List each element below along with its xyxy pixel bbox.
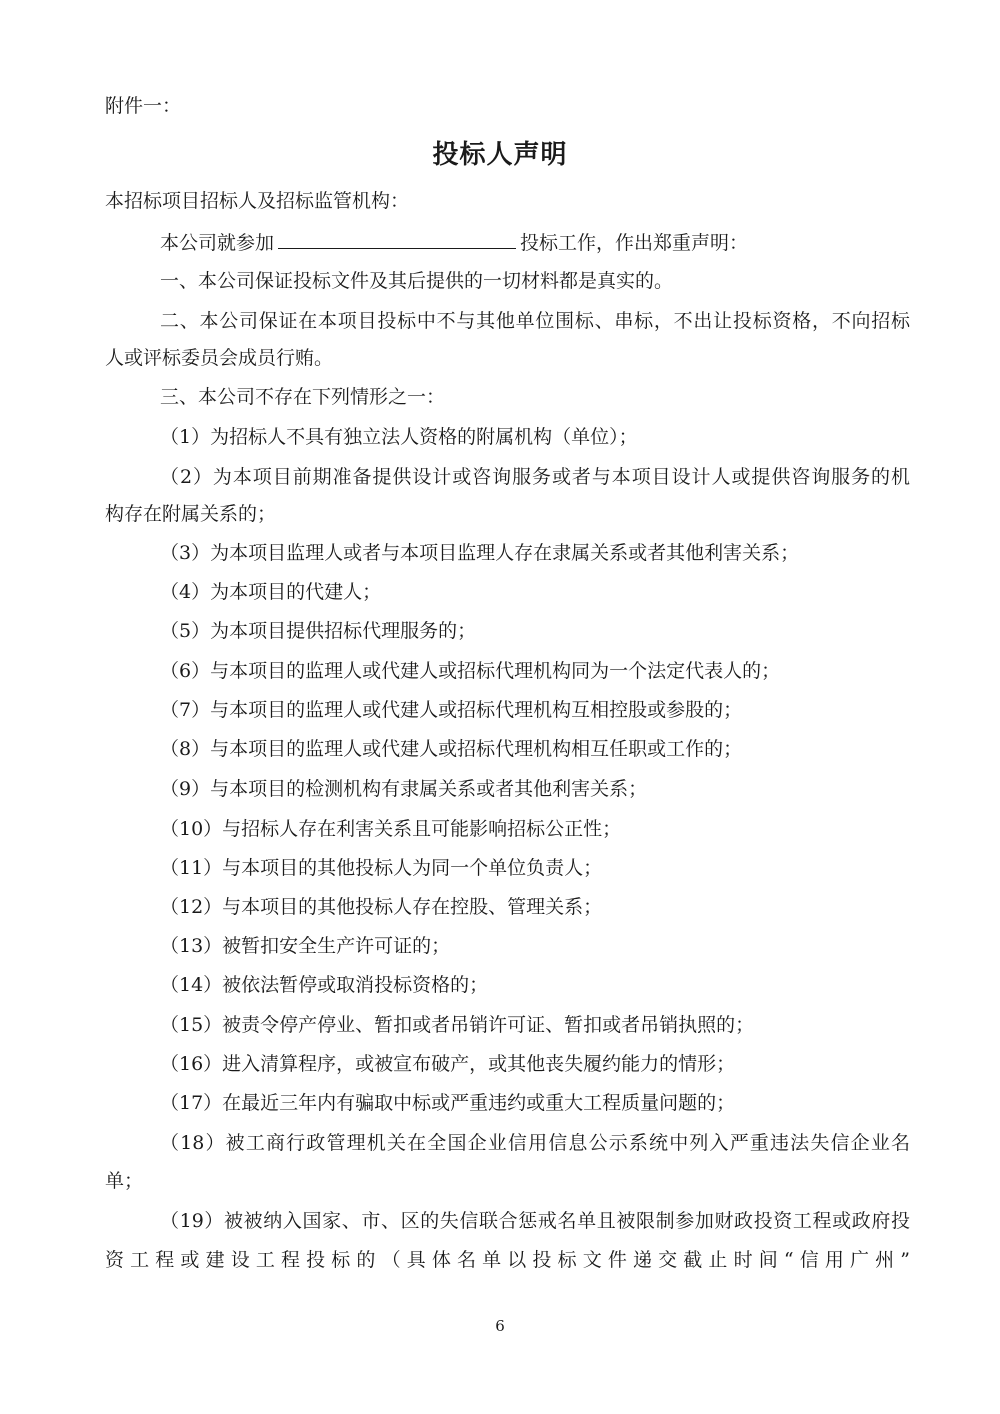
list-item: （14）被依法暂停或取消投标资格的； — [160, 974, 489, 996]
attachment-label: 附件一： — [105, 95, 182, 117]
page-number: 6 — [495, 1317, 505, 1335]
intro-text-before: 本公司就参加 — [160, 232, 275, 254]
list-item: （13）被暂扣安全生产许可证的； — [160, 935, 451, 957]
list-item: （9）与本项目的检测机构有隶属关系或者其他利害关系； — [160, 778, 648, 800]
list-item: （11）与本项目的其他投标人为同一个单位负责人； — [160, 857, 603, 879]
statement-3: 三、本公司不存在下列情形之一： — [160, 386, 446, 408]
list-item: （1）为招标人不具有独立法人资格的附属机构（单位）； — [160, 426, 638, 448]
list-item: （4）为本项目的代建人； — [160, 581, 382, 603]
statement-2-line-1: 二、本公司保证在本项目投标中不与其他单位围标、串标，不出让投标资格，不向招标 — [160, 310, 910, 332]
list-item: （19）被被纳入国家、市、区的失信联合惩戒名单且被限制参加财政投资工程或政府投 — [160, 1210, 910, 1232]
intro-paragraph — [160, 228, 748, 257]
list-item: （10）与招标人存在利害关系且可能影响招标公正性； — [160, 818, 622, 840]
list-item: （18）被工商行政管理机关在全国企业信用信息公示系统中列入严重违法失信企业名 — [160, 1132, 910, 1154]
list-item: （5）为本项目提供招标代理服务的； — [160, 620, 477, 642]
project-name-blank — [278, 228, 516, 249]
list-item: （3）为本项目监理人或者与本项目监理人存在隶属关系或者其他利害关系； — [160, 542, 800, 564]
list-item: （7）与本项目的监理人或代建人或招标代理机构互相控股或参股的； — [160, 699, 743, 721]
list-item: （2）为本项目前期准备提供设计或咨询服务或者与本项目设计人或提供咨询服务的机 — [160, 466, 910, 488]
list-item: （6）与本项目的监理人或代建人或招标代理机构同为一个法定代表人的； — [160, 660, 781, 682]
statement-1: 一、本公司保证投标文件及其后提供的一切材料都是真实的。 — [160, 270, 674, 292]
list-item: （16）进入清算程序，或被宣布破产，或其他丧失履约能力的情形； — [160, 1053, 736, 1075]
addressee: 本招标项目招标人及招标监管机构： — [105, 190, 410, 212]
statement-2-line-2: 人或评标委员会成员行贿。 — [105, 347, 334, 369]
list-item-continuation: 构存在附属关系的； — [105, 503, 277, 525]
intro-text-after: 投标工作，作出郑重声明： — [520, 232, 749, 254]
page-title: 投标人声明 — [432, 140, 568, 170]
list-item-continuation: 单； — [105, 1170, 144, 1192]
list-item: （15）被责令停产停业、暂扣或者吊销许可证、暂扣或者吊销执照的； — [160, 1014, 755, 1036]
list-item-continuation: 资工程或建设工程投标的（具体名单以投标文件递交截止时间“信用广州” — [105, 1249, 910, 1271]
list-item: （12）与本项目的其他投标人存在控股、管理关系； — [160, 896, 603, 918]
list-item: （8）与本项目的监理人或代建人或招标代理机构相互任职或工作的； — [160, 738, 743, 760]
list-item: （17）在最近三年内有骗取中标或严重违约或重大工程质量问题的； — [160, 1092, 736, 1114]
